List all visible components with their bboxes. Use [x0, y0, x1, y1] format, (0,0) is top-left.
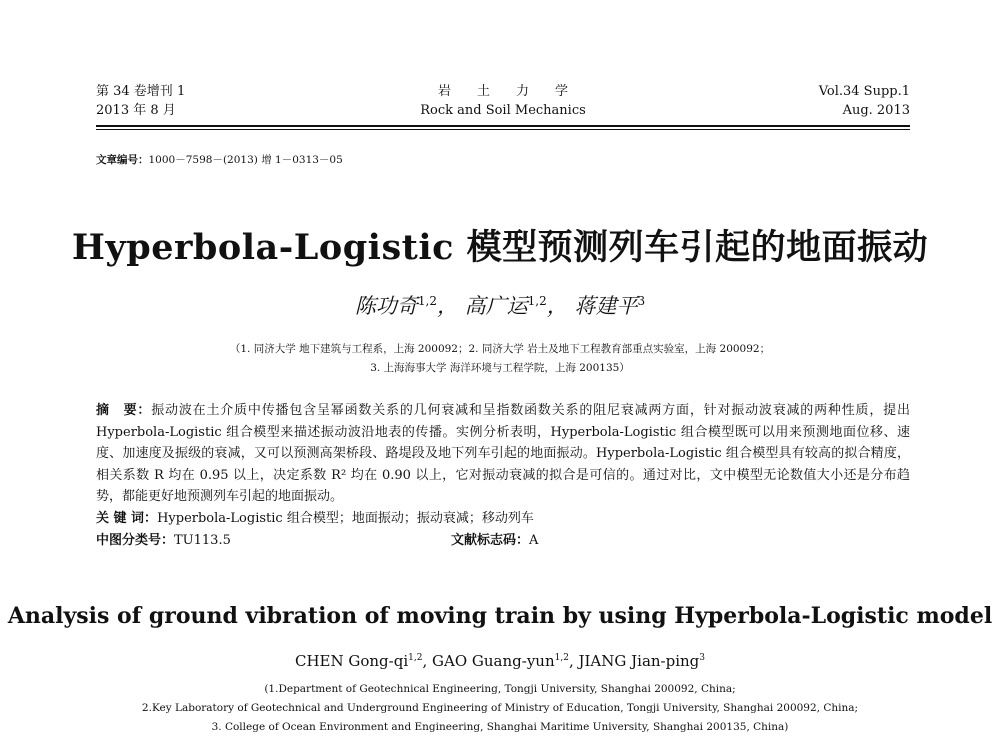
author-cn: 蒋建平	[574, 294, 638, 318]
author-cn-affiliation-mark: 3	[637, 294, 646, 308]
author-en-affiliation-mark: 3	[699, 653, 706, 663]
keywords-cn	[96, 508, 910, 529]
author-en-affiliation-mark: 1,2	[408, 653, 423, 663]
title-en: Analysis of ground vibration of moving train by using Hyperbola-Logistic model	[7, 603, 993, 629]
clc-label: 中图分类号：	[96, 533, 175, 548]
affiliations-en	[0, 680, 1000, 737]
header-right	[819, 82, 910, 120]
authors-en: CHEN Gong-qi$^{1,2}$, GAO Guang-yun$^{1,2}$, JIANG Jian-ping$^3$	[294, 652, 706, 670]
journal-name-cn: 岩土力学	[437, 84, 594, 99]
header-center	[96, 82, 910, 120]
author-en: CHEN Gong-qi	[294, 652, 409, 670]
abstract-text: 振动波在土介质中传播包含呈幂函数关系的几何衰减和呈指数函数关系的阻尼衰减两方面，针对振动波衰减的两种性质，提出 Hyperbola-Logistic 组合模型来描述振动波沿地表的传播。实例分析表明，Hyperbola-Logistic 组合模型既可以用来预测地面位移、速度、加速度及振级的衰减，又可以预测高架桥段、路堤段及地下列车引起的地面振动。Hyperbola-Logistic 组合模型具有较高的拟合精度，相关系数 R 均在 0.95 以上，决定系数 R² 均在 0.90 以上，它对振动衰减的拟合是可信的。通过对比，文中模型无论数值大小还是分布趋势，都能更好地预测列车引起的地面振动。	[96, 403, 910, 504]
author-cn-affiliation-mark: 1,2	[417, 294, 437, 308]
header-rule-thin	[96, 129, 910, 130]
article-number-label: 文章编号：	[96, 154, 149, 166]
header-rule	[96, 125, 910, 127]
date-cn: 2013 年 8 月	[96, 103, 176, 118]
author-cn: 陈功奇	[354, 294, 418, 318]
running-header	[96, 82, 910, 122]
volume-cn: 第 34 卷增刊 1	[96, 84, 186, 99]
abstract-label: 摘 要：	[96, 403, 152, 418]
clc-value: TU113.5	[174, 533, 231, 548]
doc-code-label: 文献标志码：	[451, 533, 530, 548]
abstract-cn	[96, 400, 910, 508]
doc-code-value: A	[529, 533, 539, 548]
affiliation-cn-line: （1. 同济大学 地下建筑与工程系，上海 200092；2. 同济大学 岩土及地下工程教育部重点实验室，上海 200092；	[229, 343, 771, 355]
author-en: JIANG Jian-ping	[578, 652, 700, 670]
date-en: Aug. 2013	[842, 103, 910, 118]
article-number	[96, 152, 343, 167]
affiliation-en-line: 3. College of Ocean Environment and Engineering, Shanghai Maritime University, Shanghai 200135, China)	[211, 721, 789, 733]
author-en-affiliation-mark: 1,2	[554, 653, 569, 663]
affiliation-en-line: 2.Key Laboratory of Geotechnical and Underground Engineering of Ministry of Education, Tongji University, Shanghai 200092, China;	[141, 702, 859, 714]
classification-row	[96, 530, 910, 551]
affiliation-cn-line: 3. 上海海事大学 海洋环境与工程学院，上海 200135）	[370, 362, 630, 374]
affiliation-en-line: (1.Department of Geotechnical Engineering, Tongji University, Shanghai 200092, China;	[264, 683, 736, 695]
keywords-label: 关 键 词：	[96, 511, 158, 526]
keywords-text: Hyperbola-Logistic 组合模型；地面振动；振动衰减；移动列车	[157, 511, 534, 526]
volume-en: Vol.34 Supp.1	[818, 84, 910, 99]
journal-name-en: Rock and Soil Mechanics	[420, 103, 586, 118]
document-code	[451, 530, 538, 551]
author-en: GAO Guang-yun	[432, 652, 555, 670]
author-cn-affiliation-mark: 1,2	[527, 294, 547, 308]
title-cn: Hyperbola-Logistic 模型预测列车引起的地面振动	[71, 227, 929, 268]
article-number-value: 1000－7598－(2013) 增 1－0313－05	[148, 154, 343, 166]
author-cn: 高广运	[464, 294, 528, 318]
affiliations-cn	[0, 340, 1000, 378]
authors-cn: 陈功奇$^{1,2}$， 高广运$^{1,2}$， 蒋建平$^3$	[354, 294, 646, 318]
